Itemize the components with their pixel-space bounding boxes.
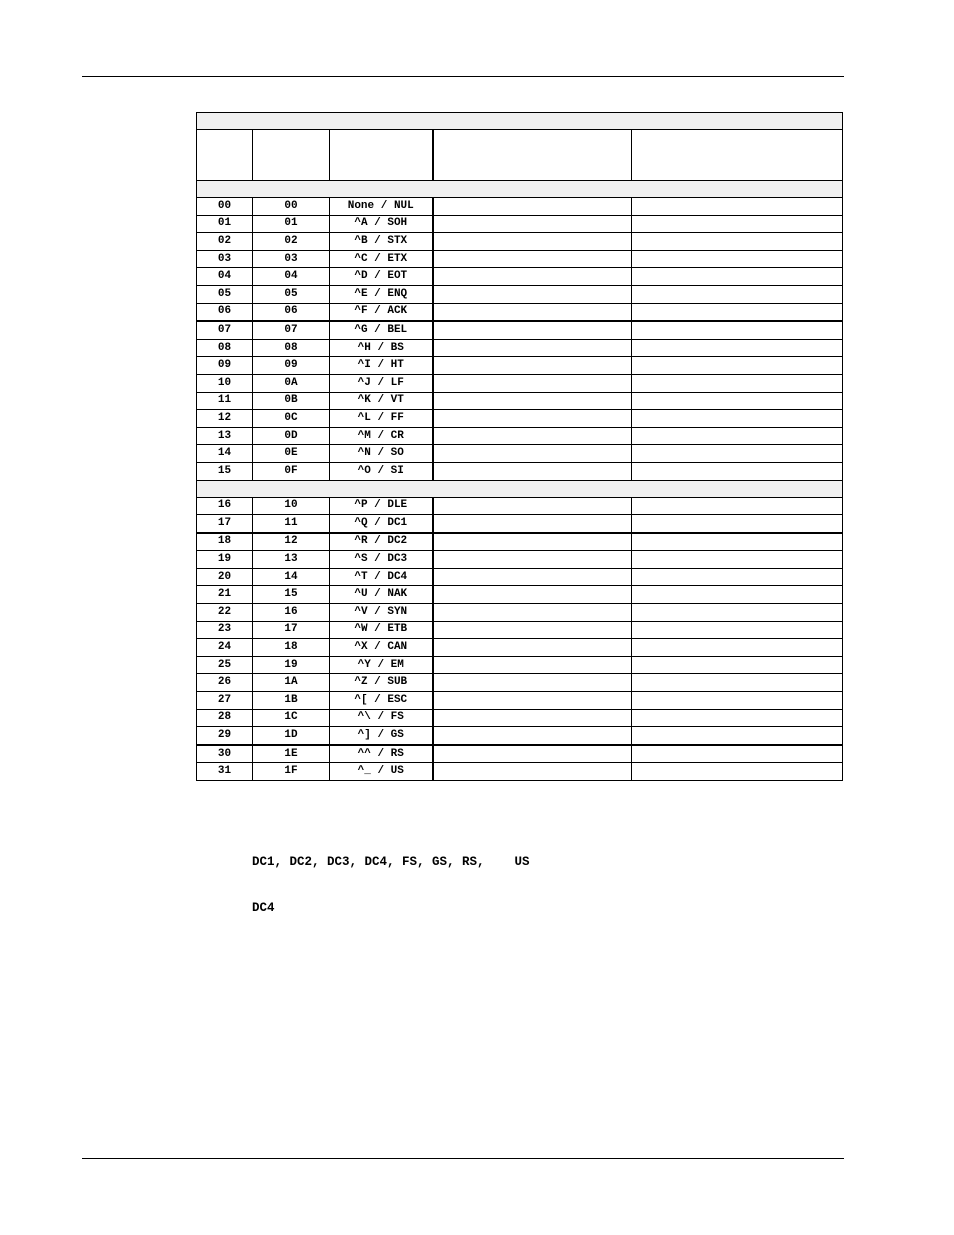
table-title-row	[197, 113, 843, 130]
blank-cell	[433, 445, 632, 463]
hex-cell: 10	[253, 497, 330, 515]
hex-cell: 1C	[253, 709, 330, 727]
blank-cell	[433, 233, 632, 251]
key-cell: ^O / SI	[330, 462, 433, 480]
key-cell: ^U / NAK	[330, 586, 433, 604]
decimal-cell: 25	[197, 656, 253, 674]
blank-cell	[433, 215, 632, 233]
blank-cell	[632, 374, 843, 392]
decimal-cell: 13	[197, 427, 253, 445]
decimal-cell: 19	[197, 551, 253, 569]
decimal-cell: 21	[197, 586, 253, 604]
hex-cell: 1F	[253, 763, 330, 781]
table-row	[197, 215, 843, 233]
key-cell: ^R / DC2	[330, 533, 433, 551]
hex-cell: 1B	[253, 692, 330, 710]
section-band-1	[197, 181, 843, 198]
decimal-cell: 27	[197, 692, 253, 710]
blank-cell	[632, 551, 843, 569]
decimal-cell: 06	[197, 303, 253, 321]
table-row	[197, 533, 843, 551]
blank-cell	[433, 551, 632, 569]
blank-cell	[433, 568, 632, 586]
blank-cell	[433, 339, 632, 357]
table-row	[197, 745, 843, 763]
table-row	[197, 392, 843, 410]
key-cell: ^N / SO	[330, 445, 433, 463]
blank-cell	[632, 303, 843, 321]
hex-cell: 0B	[253, 392, 330, 410]
blank-cell	[433, 656, 632, 674]
hex-cell: 17	[253, 621, 330, 639]
blank-cell	[433, 604, 632, 622]
key-cell: ^T / DC4	[330, 568, 433, 586]
decimal-cell: 00	[197, 198, 253, 216]
key-cell: ^_ / US	[330, 763, 433, 781]
blank-cell	[433, 497, 632, 515]
key-cell: ^D / EOT	[330, 268, 433, 286]
header-decimal	[197, 130, 253, 181]
decimal-cell: 22	[197, 604, 253, 622]
blank-cell	[433, 462, 632, 480]
key-cell: ^S / DC3	[330, 551, 433, 569]
blank-cell	[433, 639, 632, 657]
table-row	[197, 568, 843, 586]
hex-cell: 09	[253, 357, 330, 375]
hex-cell: 03	[253, 250, 330, 268]
decimal-cell: 09	[197, 357, 253, 375]
blank-cell	[632, 533, 843, 551]
decimal-cell: 28	[197, 709, 253, 727]
table-row	[197, 604, 843, 622]
decimal-cell: 26	[197, 674, 253, 692]
blank-cell	[632, 709, 843, 727]
key-cell: ^K / VT	[330, 392, 433, 410]
key-cell: ^C / ETX	[330, 250, 433, 268]
blank-cell	[433, 268, 632, 286]
table-row	[197, 709, 843, 727]
table-row	[197, 727, 843, 745]
table-row	[197, 321, 843, 339]
blank-cell	[433, 586, 632, 604]
blank-cell	[433, 410, 632, 428]
key-cell: ^X / CAN	[330, 639, 433, 657]
hex-cell: 13	[253, 551, 330, 569]
decimal-cell: 23	[197, 621, 253, 639]
blank-cell	[632, 339, 843, 357]
hex-cell: 00	[253, 198, 330, 216]
table-row	[197, 462, 843, 480]
blank-cell	[433, 727, 632, 745]
blank-cell	[632, 763, 843, 781]
key-cell: ^I / HT	[330, 357, 433, 375]
blank-cell	[433, 392, 632, 410]
table-row	[197, 674, 843, 692]
key-cell: ^Q / DC1	[330, 515, 433, 533]
key-cell: ^\ / FS	[330, 709, 433, 727]
decimal-cell: 24	[197, 639, 253, 657]
decimal-cell: 15	[197, 462, 253, 480]
blank-cell	[632, 497, 843, 515]
blank-cell	[632, 568, 843, 586]
blank-cell	[433, 321, 632, 339]
key-cell: ^Z / SUB	[330, 674, 433, 692]
blank-cell	[632, 357, 843, 375]
key-cell: ^E / ENQ	[330, 285, 433, 303]
key-cell: ^J / LF	[330, 374, 433, 392]
hex-cell: 1A	[253, 674, 330, 692]
blank-cell	[632, 621, 843, 639]
key-cell: ^] / GS	[330, 727, 433, 745]
key-cell: ^G / BEL	[330, 321, 433, 339]
blank-cell	[632, 392, 843, 410]
table-row	[197, 233, 843, 251]
blank-cell	[632, 745, 843, 763]
hex-cell: 0C	[253, 410, 330, 428]
control-codes-note: DC1, DC2, DC3, DC4, FS, GS, RS, US	[252, 855, 530, 869]
table-row	[197, 586, 843, 604]
decimal-cell: 03	[197, 250, 253, 268]
footer-rule	[82, 1158, 844, 1159]
blank-cell	[433, 709, 632, 727]
decimal-cell: 04	[197, 268, 253, 286]
key-cell: ^^ / RS	[330, 745, 433, 763]
header-key	[330, 130, 433, 181]
table-row	[197, 285, 843, 303]
section-band-2	[197, 480, 843, 497]
hex-cell: 01	[253, 215, 330, 233]
decimal-cell: 31	[197, 763, 253, 781]
ascii-control-table	[196, 112, 843, 781]
blank-cell	[632, 515, 843, 533]
decimal-cell: 05	[197, 285, 253, 303]
table-row	[197, 621, 843, 639]
table-row	[197, 427, 843, 445]
blank-cell	[632, 410, 843, 428]
table-row	[197, 639, 843, 657]
decimal-cell: 14	[197, 445, 253, 463]
blank-cell	[632, 198, 843, 216]
blank-cell	[433, 621, 632, 639]
blank-cell	[632, 215, 843, 233]
table-row	[197, 303, 843, 321]
key-cell: ^B / STX	[330, 233, 433, 251]
hex-cell: 04	[253, 268, 330, 286]
table-row	[197, 357, 843, 375]
key-cell: ^H / BS	[330, 339, 433, 357]
blank-cell	[433, 763, 632, 781]
blank-cell	[433, 357, 632, 375]
key-cell: ^A / SOH	[330, 215, 433, 233]
blank-cell	[433, 285, 632, 303]
blank-cell	[433, 515, 632, 533]
decimal-cell: 20	[197, 568, 253, 586]
blank-cell	[632, 285, 843, 303]
header-rule	[82, 76, 844, 77]
table-row	[197, 374, 843, 392]
header-col4	[433, 130, 632, 181]
hex-cell: 19	[253, 656, 330, 674]
blank-cell	[433, 198, 632, 216]
key-cell: ^V / SYN	[330, 604, 433, 622]
decimal-cell: 18	[197, 533, 253, 551]
blank-cell	[433, 533, 632, 551]
blank-cell	[433, 303, 632, 321]
table-row	[197, 410, 843, 428]
decimal-cell: 30	[197, 745, 253, 763]
decimal-cell: 17	[197, 515, 253, 533]
blank-cell	[632, 268, 843, 286]
blank-cell	[433, 374, 632, 392]
header-hex	[253, 130, 330, 181]
blank-cell	[632, 604, 843, 622]
blank-cell	[632, 321, 843, 339]
hex-cell: 14	[253, 568, 330, 586]
table-row	[197, 763, 843, 781]
hex-cell: 0E	[253, 445, 330, 463]
key-cell: ^P / DLE	[330, 497, 433, 515]
key-cell: None / NUL	[330, 198, 433, 216]
table-row	[197, 339, 843, 357]
blank-cell	[433, 745, 632, 763]
hex-cell: 06	[253, 303, 330, 321]
decimal-cell: 07	[197, 321, 253, 339]
key-cell: ^[ / ESC	[330, 692, 433, 710]
key-cell: ^W / ETB	[330, 621, 433, 639]
blank-cell	[632, 250, 843, 268]
hex-cell: 02	[253, 233, 330, 251]
key-cell: ^M / CR	[330, 427, 433, 445]
dc4-note: DC4	[252, 901, 275, 915]
blank-cell	[632, 427, 843, 445]
blank-cell	[632, 674, 843, 692]
decimal-cell: 29	[197, 727, 253, 745]
blank-cell	[632, 586, 843, 604]
key-cell: ^L / FF	[330, 410, 433, 428]
decimal-cell: 02	[197, 233, 253, 251]
hex-cell: 0F	[253, 462, 330, 480]
table-row	[197, 551, 843, 569]
hex-cell: 16	[253, 604, 330, 622]
hex-cell: 11	[253, 515, 330, 533]
hex-cell: 12	[253, 533, 330, 551]
decimal-cell: 16	[197, 497, 253, 515]
blank-cell	[632, 462, 843, 480]
blank-cell	[632, 233, 843, 251]
hex-cell: 1E	[253, 745, 330, 763]
hex-cell: 0A	[253, 374, 330, 392]
hex-cell: 08	[253, 339, 330, 357]
blank-cell	[632, 692, 843, 710]
hex-cell: 15	[253, 586, 330, 604]
hex-cell: 07	[253, 321, 330, 339]
hex-cell: 05	[253, 285, 330, 303]
table-row	[197, 268, 843, 286]
hex-cell: 0D	[253, 427, 330, 445]
decimal-cell: 11	[197, 392, 253, 410]
table-row	[197, 198, 843, 216]
blank-cell	[433, 674, 632, 692]
header-col5	[632, 130, 843, 181]
table-header-row	[197, 130, 843, 181]
blank-cell	[433, 250, 632, 268]
decimal-cell: 10	[197, 374, 253, 392]
table-row	[197, 656, 843, 674]
decimal-cell: 08	[197, 339, 253, 357]
key-cell: ^Y / EM	[330, 656, 433, 674]
decimal-cell: 01	[197, 215, 253, 233]
table-row	[197, 497, 843, 515]
blank-cell	[632, 727, 843, 745]
table-row	[197, 445, 843, 463]
table-row	[197, 515, 843, 533]
blank-cell	[433, 427, 632, 445]
key-cell: ^F / ACK	[330, 303, 433, 321]
blank-cell	[632, 445, 843, 463]
blank-cell	[433, 692, 632, 710]
table-row	[197, 250, 843, 268]
hex-cell: 1D	[253, 727, 330, 745]
decimal-cell: 12	[197, 410, 253, 428]
blank-cell	[632, 656, 843, 674]
table-row	[197, 692, 843, 710]
hex-cell: 18	[253, 639, 330, 657]
blank-cell	[632, 639, 843, 657]
